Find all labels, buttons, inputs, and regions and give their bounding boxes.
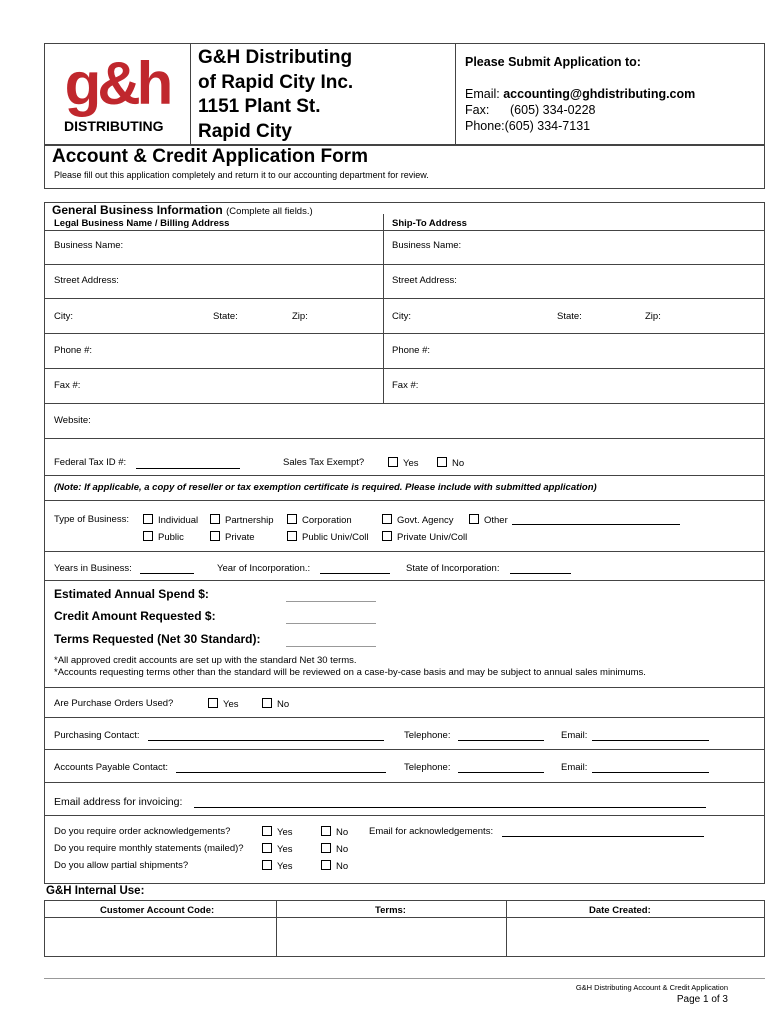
type-public[interactable]	[143, 531, 184, 543]
annual-spend-label[interactable]: Estimated Annual Spend $:	[54, 587, 209, 601]
row-line	[44, 815, 765, 816]
checkbox-icon[interactable]	[262, 843, 272, 853]
column-divider	[383, 214, 384, 403]
ship-to-header: Ship-To Address	[392, 218, 467, 229]
terms-note-2: *Accounts requesting terms other than the standard will be reviewed on a case-by-case basis and may be subject to annual sales minimums.	[54, 667, 646, 678]
row-line	[44, 368, 765, 369]
ack-no[interactable]	[321, 826, 348, 838]
sales-tax-yes[interactable]	[388, 457, 419, 469]
ship-business-name-label[interactable]: Business Name:	[392, 240, 462, 251]
terms-cell[interactable]	[277, 918, 505, 956]
other-underline	[512, 524, 680, 525]
yes-label: Yes	[277, 861, 293, 872]
statements-yes[interactable]	[262, 843, 293, 855]
ack-yes[interactable]	[262, 826, 293, 838]
ship-state-label[interactable]: State:	[557, 311, 582, 322]
no-label: No	[277, 699, 290, 710]
po-used-label: Are Purchase Orders Used?	[54, 698, 174, 709]
fax-label: Fax:	[465, 103, 490, 117]
logo-subtext: DISTRIBUTING	[64, 118, 164, 134]
purchasing-contact-underline	[148, 740, 384, 741]
terms-requested-underline	[286, 646, 376, 647]
company-line-1: G&H Distributing	[198, 47, 353, 68]
checkbox-icon[interactable]	[262, 826, 272, 836]
sales-tax-no[interactable]	[437, 457, 464, 469]
footer-doc-name: G&H Distributing Account & Credit Application	[575, 983, 728, 992]
date-created-cell[interactable]	[507, 918, 764, 956]
ship-fax-label[interactable]: Fax #:	[392, 380, 419, 391]
question-acknowledgements: Do you require order acknowledgements?	[54, 826, 231, 837]
form-instruction: Please fill out this application completely and return it to our accounting department for review.	[54, 170, 429, 180]
submit-title: Please Submit Application to:	[465, 55, 641, 69]
tax-id-label[interactable]: Federal Tax ID #:	[54, 457, 127, 468]
checkbox-icon[interactable]	[208, 698, 218, 708]
checkbox-icon[interactable]	[437, 457, 447, 467]
partial-no[interactable]	[321, 860, 348, 872]
row-line	[44, 500, 765, 501]
terms-header: Terms:	[375, 905, 406, 916]
question-partial-shipments: Do you allow partial shipments?	[54, 860, 189, 871]
checkbox-icon[interactable]	[321, 843, 331, 853]
yes-label: Yes	[277, 827, 293, 838]
yes-label: Yes	[277, 844, 293, 855]
checkbox-icon[interactable]	[143, 531, 153, 541]
header-divider-right	[455, 43, 456, 145]
credit-amount-underline	[286, 623, 376, 624]
po-yes[interactable]	[208, 698, 239, 710]
row-line	[44, 475, 765, 476]
invoice-email-underline	[194, 807, 706, 808]
type-corporation[interactable]	[287, 514, 352, 526]
checkbox-icon[interactable]	[287, 531, 297, 541]
individual-label: Individual	[158, 515, 199, 526]
partial-yes[interactable]	[262, 860, 293, 872]
checkbox-icon[interactable]	[382, 514, 392, 524]
website-label[interactable]: Website:	[54, 415, 91, 426]
question-statements: Do you require monthly statements (mailed)?	[54, 843, 244, 854]
checkbox-icon[interactable]	[262, 860, 272, 870]
years-in-business-label[interactable]: Years in Business:	[54, 563, 132, 574]
phone-label[interactable]: Phone #:	[54, 345, 93, 356]
checkbox-icon[interactable]	[321, 860, 331, 870]
type-partnership[interactable]	[210, 514, 274, 526]
private-univ-label: Private Univ/Coll	[397, 532, 468, 543]
checkbox-icon[interactable]	[262, 698, 272, 708]
date-created-header: Date Created:	[589, 905, 651, 916]
checkbox-icon[interactable]	[382, 531, 392, 541]
row-line	[44, 438, 765, 439]
checkbox-icon[interactable]	[210, 531, 220, 541]
year-inc-underline	[320, 573, 390, 574]
ap-contact-label[interactable]: Accounts Payable Contact:	[54, 762, 169, 773]
ap-contact-underline	[176, 772, 386, 773]
ack-email-label[interactable]: Email for acknowledgements:	[369, 826, 494, 837]
row-line	[44, 749, 765, 750]
email-label: Email:	[465, 87, 500, 101]
state-inc-underline	[510, 573, 571, 574]
sales-tax-exempt-label: Sales Tax Exempt?	[283, 457, 365, 468]
annual-spend-underline	[286, 601, 376, 602]
checkbox-icon[interactable]	[143, 514, 153, 524]
state-label[interactable]: State:	[213, 311, 238, 322]
checkbox-icon[interactable]	[469, 514, 479, 524]
company-line-4: Rapid City	[198, 120, 292, 142]
company-name-block	[198, 46, 353, 144]
internal-use-title: G&H Internal Use:	[46, 885, 145, 897]
checkbox-icon[interactable]	[388, 457, 398, 467]
no-label: No	[336, 861, 349, 872]
ship-zip-label[interactable]: Zip:	[645, 311, 661, 322]
type-other[interactable]	[469, 514, 508, 526]
logo-mark-icon	[58, 52, 176, 122]
row-line	[44, 580, 765, 581]
phone-value: (605) 334-7131	[504, 119, 591, 133]
type-individual[interactable]	[143, 514, 198, 526]
public-univ-label: Public Univ/Coll	[302, 532, 369, 543]
street-address-label[interactable]: Street Address:	[54, 275, 119, 286]
state-of-incorporation-label[interactable]: State of Incorporation:	[406, 563, 500, 574]
ship-street-address-label[interactable]: Street Address:	[392, 275, 457, 286]
po-no[interactable]	[262, 698, 289, 710]
terms-requested-label[interactable]: Terms Requested (Net 30 Standard):	[54, 632, 261, 646]
fax-value: (605) 334-0228	[510, 103, 596, 117]
terms-note-1: *All approved credit accounts are set up with the standard Net 30 terms.	[54, 655, 357, 666]
purchasing-email-underline	[592, 740, 709, 741]
public-label: Public	[158, 532, 184, 543]
row-line	[44, 782, 765, 783]
ap-telephone-label[interactable]: Telephone:	[404, 762, 451, 773]
customer-account-code-cell[interactable]	[45, 918, 275, 956]
row-line	[44, 717, 765, 718]
type-govt-agency[interactable]	[382, 514, 454, 526]
fax-label[interactable]: Fax #:	[54, 380, 81, 391]
phone-label: Phone:	[465, 119, 505, 133]
ship-city-label[interactable]: City:	[392, 311, 411, 322]
statements-no[interactable]	[321, 843, 348, 855]
tax-id-underline	[136, 468, 240, 469]
type-private[interactable]	[210, 531, 255, 543]
partnership-label: Partnership	[225, 515, 274, 526]
no-label: No	[336, 827, 349, 838]
ap-email-underline	[592, 772, 709, 773]
no-label: No	[452, 458, 465, 469]
type-public-univ[interactable]	[287, 531, 369, 543]
general-info-heading: General Business Information	[52, 203, 223, 217]
ap-telephone-underline	[458, 772, 544, 773]
checkbox-icon[interactable]	[210, 514, 220, 524]
checkbox-icon[interactable]	[287, 514, 297, 524]
header-divider-left	[190, 43, 191, 145]
email-value[interactable]: accounting@ghdistributing.com	[503, 87, 696, 101]
purchasing-contact-label[interactable]: Purchasing Contact:	[54, 730, 140, 741]
no-label: No	[336, 844, 349, 855]
type-private-univ[interactable]	[382, 531, 467, 543]
row-line	[44, 230, 765, 231]
footer-line	[44, 978, 765, 979]
checkbox-icon[interactable]	[321, 826, 331, 836]
credit-amount-label[interactable]: Credit Amount Requested $:	[54, 609, 216, 623]
zip-label[interactable]: Zip:	[292, 311, 308, 322]
purchasing-email-label[interactable]: Email:	[561, 730, 588, 741]
purchasing-telephone-underline	[458, 740, 544, 741]
submit-contact-block	[465, 86, 695, 134]
exemption-note: (Note: If applicable, a copy of reseller or tax exemption certificate is required. Please include with submitted application)	[54, 482, 597, 493]
row-line	[44, 298, 765, 299]
ship-phone-label[interactable]: Phone #:	[392, 345, 431, 356]
general-info-note: (Complete all fields.)	[226, 206, 313, 217]
row-line	[44, 333, 765, 334]
yes-label: Yes	[223, 699, 239, 710]
govt-label: Govt. Agency	[397, 515, 454, 526]
year-of-incorporation-label[interactable]: Year of Incorporation.:	[217, 563, 311, 574]
legal-address-header: Legal Business Name / Billing Address	[54, 218, 230, 229]
general-info-title	[52, 203, 313, 217]
row-line	[44, 403, 765, 404]
company-line-3: 1151 Plant St.	[198, 96, 321, 117]
ack-email-underline	[502, 836, 704, 837]
business-name-label[interactable]: Business Name:	[54, 240, 124, 251]
purchasing-telephone-label[interactable]: Telephone:	[404, 730, 451, 741]
invoice-email-label[interactable]: Email address for invoicing:	[54, 796, 183, 808]
yes-label: Yes	[403, 458, 419, 469]
company-line-2: of Rapid City Inc.	[198, 71, 354, 93]
customer-account-code-header: Customer Account Code:	[100, 905, 215, 916]
type-of-business-label: Type of Business:	[54, 514, 129, 525]
company-logo	[58, 52, 176, 140]
other-label: Other	[484, 515, 508, 526]
footer-page-number: Page 1 of 3	[676, 994, 728, 1005]
years-underline	[140, 573, 194, 574]
corporation-label: Corporation	[302, 515, 352, 526]
ap-email-label[interactable]: Email:	[561, 762, 588, 773]
row-line	[44, 264, 765, 265]
form-title: Account & Credit Application Form	[52, 146, 368, 167]
svg-text:g&h: g&h	[64, 52, 170, 117]
city-label[interactable]: City:	[54, 311, 73, 322]
private-label: Private	[225, 532, 255, 543]
row-line	[44, 551, 765, 552]
row-line	[44, 687, 765, 688]
